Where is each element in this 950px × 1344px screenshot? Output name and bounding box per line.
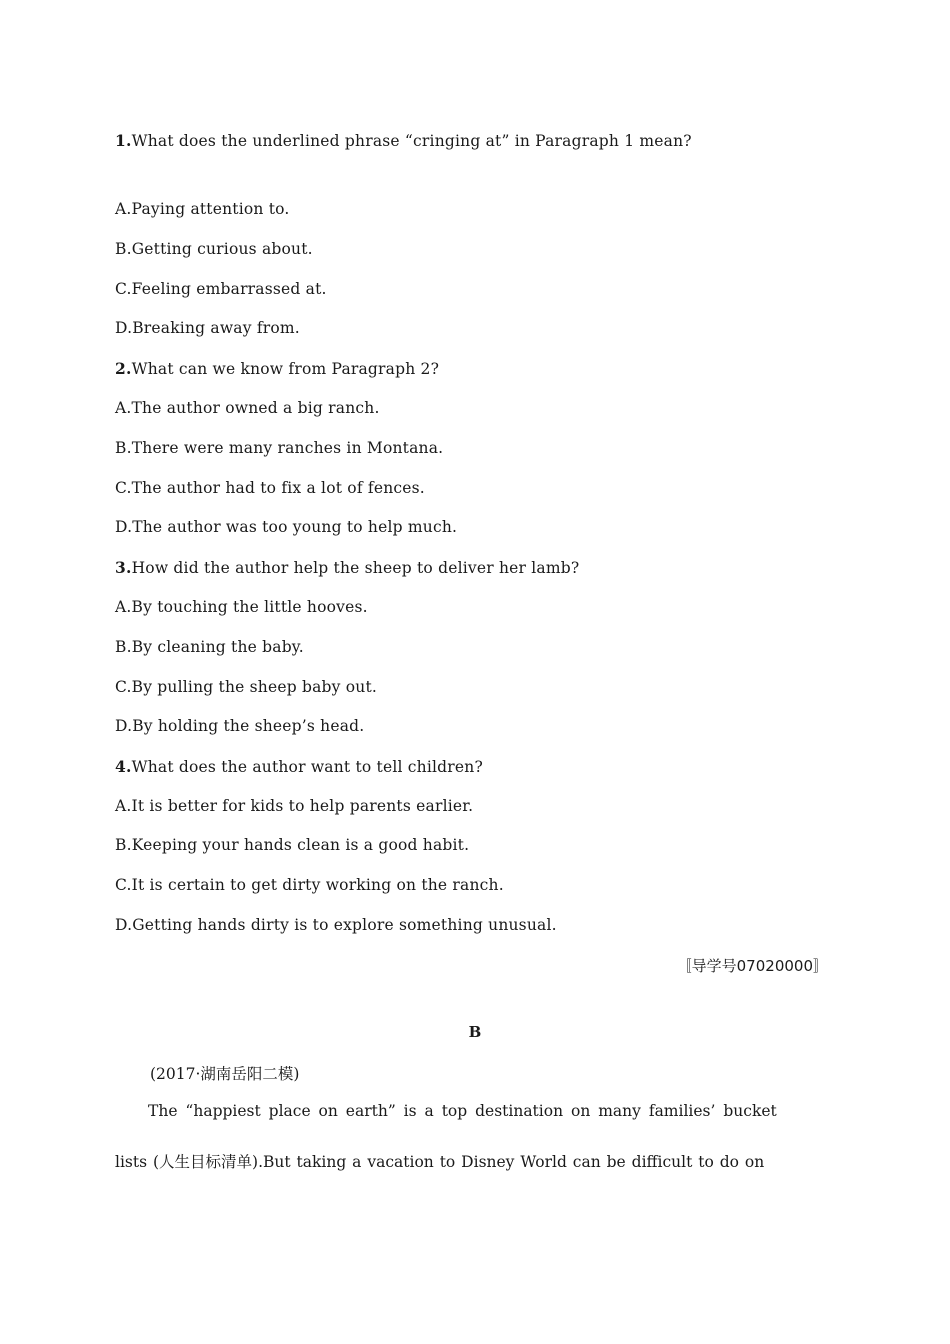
section-heading: B — [468, 1023, 482, 1041]
option-2a: A.The author owned a big ranch. — [115, 399, 380, 417]
question-2 — [115, 359, 439, 378]
question-text: What does the underlined phrase “cringing at” in Paragraph 1 mean? — [131, 132, 692, 150]
option-2d: D.The author was too young to help much. — [115, 518, 458, 536]
option-1b: B.Getting curious about. — [115, 240, 313, 258]
option-4d: D.Getting hands dirty is to explore something unusual. — [115, 916, 557, 934]
passage-line-2: lists (人生目标清单).But taking a vacation to Disney World can be difficult to do on — [115, 1153, 765, 1171]
option-2c: C.The author had to fix a lot of fences. — [115, 479, 425, 497]
question-4 — [115, 757, 483, 776]
option-3b: B.By cleaning the baby. — [115, 638, 304, 656]
question-number: 3. — [115, 558, 132, 577]
question-1 — [115, 131, 692, 150]
option-4c: C.It is certain to get dirty working on the ranch. — [115, 876, 504, 894]
question-3 — [115, 558, 579, 577]
option-4a: A.It is better for kids to help parents earlier. — [115, 797, 474, 815]
question-number: 2. — [115, 359, 132, 378]
option-3d: D.By holding the sheep’s head. — [115, 717, 365, 735]
question-text: What can we know from Paragraph 2? — [131, 360, 440, 378]
reference-number: 〚导学号07020000〛 — [676, 957, 828, 975]
option-1a: A.Paying attention to. — [115, 200, 290, 218]
question-text: What does the author want to tell children? — [131, 758, 483, 776]
option-3a: A.By touching the little hooves. — [115, 598, 368, 616]
option-2b: B.There were many ranches in Montana. — [115, 439, 444, 457]
option-3c: C.By pulling the sheep baby out. — [115, 678, 377, 696]
option-1c: C.Feeling embarrassed at. — [115, 280, 327, 298]
passage-source: (2017·湖南岳阳二模) — [150, 1065, 300, 1083]
question-number: 4. — [115, 757, 132, 776]
option-4b: B.Keeping your hands clean is a good habit. — [115, 836, 470, 854]
option-1d: D.Breaking away from. — [115, 319, 300, 337]
question-number: 1. — [115, 131, 132, 150]
passage-line-1: The “happiest place on earth” is a top destination on many families’ bucket — [148, 1102, 777, 1120]
question-text: How did the author help the sheep to deliver her lamb? — [131, 559, 580, 577]
